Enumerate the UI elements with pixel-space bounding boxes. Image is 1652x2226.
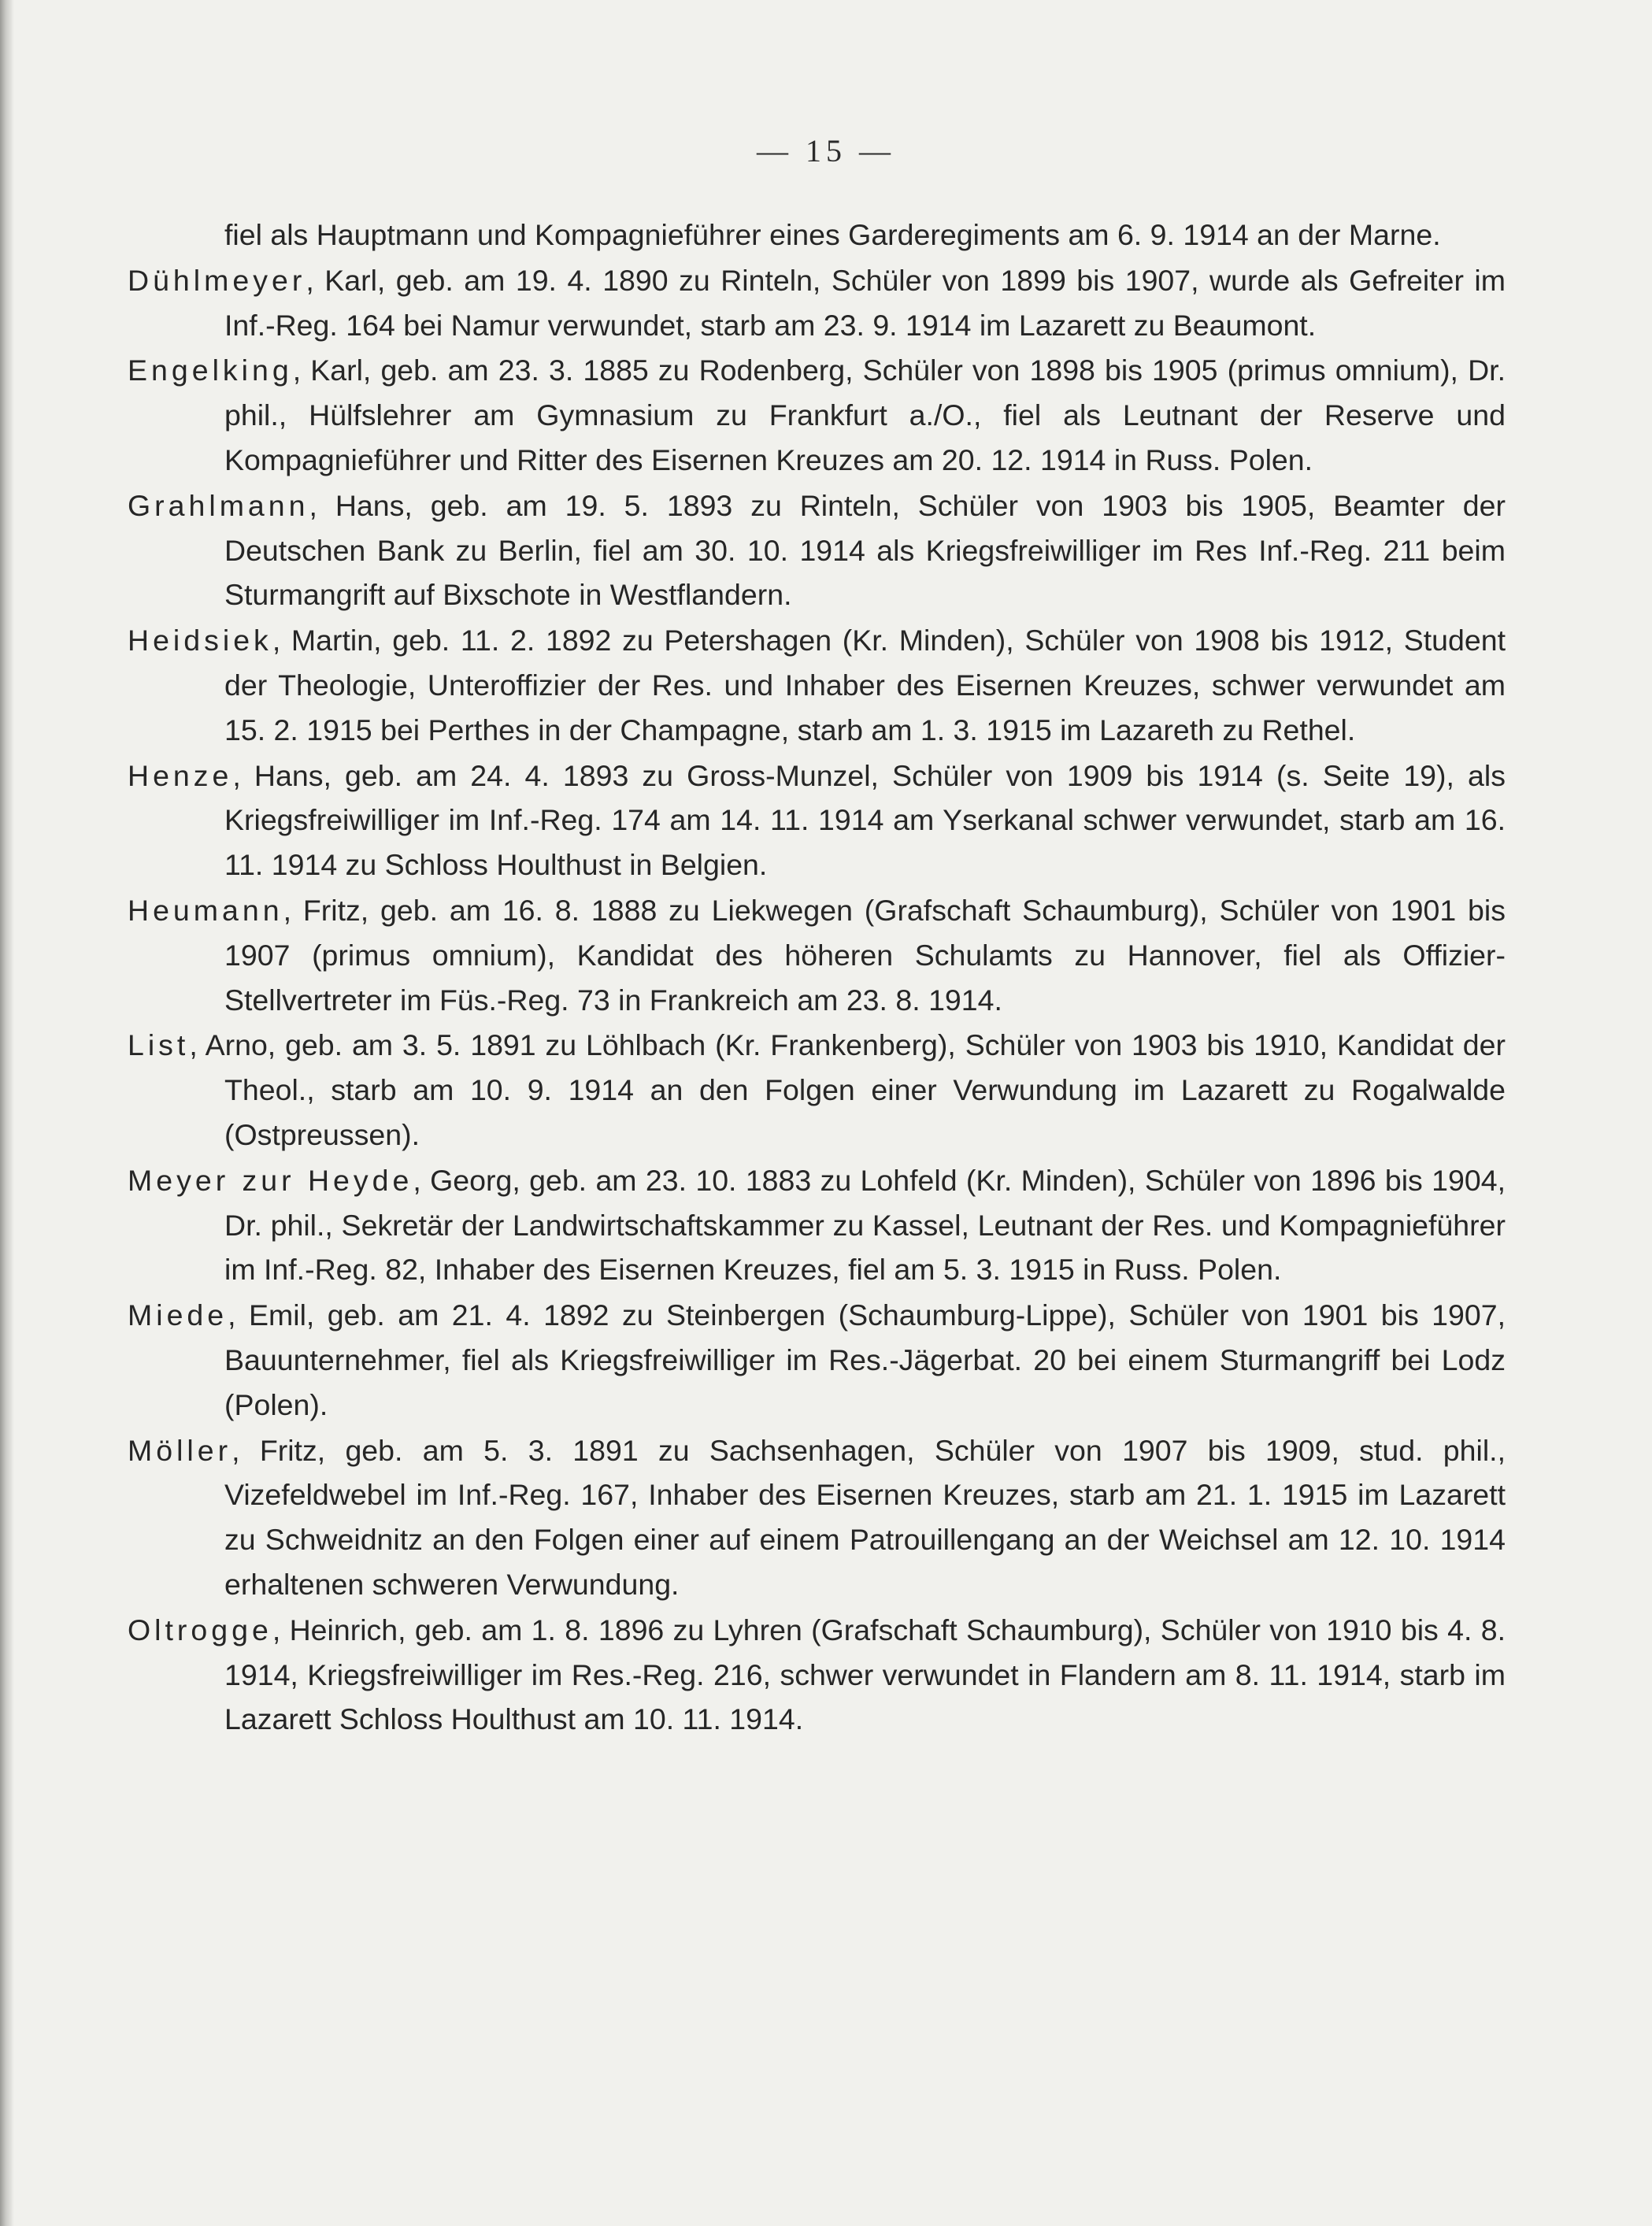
entry-surname: Möller xyxy=(128,1433,232,1467)
entry-text: , Arno, geb. am 3. 5. 1891 zu Löhlbach (Kr. Frankenberg), Schüler von 1903 bis 1910, Kandidat der Theol., starb am 10. 9. 1914 an den Folgen einer Verwundung im Lazarett zu Rogalwalde (Ostpreussen). xyxy=(189,1028,1506,1151)
entry-miede xyxy=(128,1293,1506,1427)
entry-oltrogge xyxy=(128,1608,1506,1742)
entry-grahlmann xyxy=(128,483,1506,617)
entry-text: , Karl, geb. am 19. 4. 1890 zu Rinteln, Schüler von 1899 bis 1907, wurde als Gefreiter im Inf.-Reg. 164 bei Namur verwundet, starb am 23. 9. 1914 im Lazarett zu Beaumont. xyxy=(224,263,1506,342)
entry-continuation xyxy=(128,213,1506,257)
entry-meyer-zur-heyde xyxy=(128,1158,1506,1292)
entry-surname: Dühlmeyer xyxy=(128,263,306,297)
entry-surname: Grahlmann xyxy=(128,488,309,522)
entry-heumann xyxy=(128,888,1506,1022)
entry-surname: Meyer zur Heyde xyxy=(128,1163,413,1197)
entry-surname: Henze xyxy=(128,758,233,792)
entry-heidsiek xyxy=(128,618,1506,752)
entry-surname: Heidsiek xyxy=(128,624,272,657)
entry-text: , Hans, geb. am 19. 5. 1893 zu Rinteln, Schüler von 1903 bis 1905, Beamter der Deutschen Bank zu Berlin, fiel am 30. 10. 1914 als Kriegsfreiwilliger im Res Inf.-Reg. 211 beim Sturmangrift auf Bixschote in Westflandern. xyxy=(224,488,1506,612)
entry-surname: Engelking xyxy=(128,354,293,387)
entry-list xyxy=(128,213,1506,1743)
entry-text: fiel als Hauptmann und Kompagnieführer eines Garderegiments am 6. 9. 1914 an der Marne. xyxy=(224,218,1441,251)
entry-text: , Martin, geb. 11. 2. 1892 zu Petershagen (Kr. Minden), Schüler von 1908 bis 1912, Student der Theologie, Unteroffizier der Res. und Inhaber des Eisernen Kreuzes, schwer verwundet am 15. 2. 1915 bei Perthes in der Champagne, starb am 1. 3. 1915 im Lazareth zu Rethel. xyxy=(224,624,1506,746)
binding-shadow xyxy=(0,0,14,2226)
entry-list xyxy=(128,1023,1506,1157)
page-number: — 15 — xyxy=(757,133,895,169)
entry-surname: Oltrogge xyxy=(128,1613,272,1646)
entry-surname: List xyxy=(128,1028,190,1062)
entry-henze xyxy=(128,754,1506,887)
entry-text: , Emil, geb. am 21. 4. 1892 zu Steinbergen (Schaumburg-Lippe), Schüler von 1901 bis 1907, Bauunternehmer, fiel als Kriegsfreiwilliger im Res.-Jägerbat. 20 bei einem Sturmangriff bei Lodz (Polen). xyxy=(224,1298,1506,1421)
entry-text: , Hans, geb. am 24. 4. 1893 zu Gross-Munzel, Schüler von 1909 bis 1914 (s. Seite 19), als Kriegsfreiwilliger im Inf.-Reg. 174 am 14. 11. 1914 am Yserkanal schwer verwundet, starb am 16. 11. 1914 zu Schloss Houlthust in Belgien. xyxy=(224,758,1506,882)
entry-surname: Heumann xyxy=(128,893,283,927)
entry-text: , Fritz, geb. am 5. 3. 1891 zu Sachsenhagen, Schüler von 1907 bis 1909, stud. phil., Vizefeldwebel im Inf.-Reg. 167, Inhaber des Eisernen Kreuzes, starb am 21. 1. 1915 im Lazarett zu Schweidnitz an den Folgen einer auf einem Patrouillengang an der Weichsel am 12. 10. 1914 erhaltenen schweren Verwundung. xyxy=(224,1433,1506,1601)
entry-text: , Heinrich, geb. am 1. 8. 1896 zu Lyhren (Grafschaft Schaumburg), Schüler von 1910 bis 4. 8. 1914, Kriegsfreiwilliger im Res.-Reg. 216, schwer verwundet in Flandern am 8. 11. 1914, starb im Lazarett Schloss Houlthust am 10. 11. 1914. xyxy=(224,1613,1506,1736)
entry-duehlmeyer xyxy=(128,258,1506,348)
entry-text: , Georg, geb. am 23. 10. 1883 zu Lohfeld (Kr. Minden), Schüler von 1896 bis 1904, Dr. phil., Sekretär der Landwirtschaftskammer zu Kassel, Leutnant der Res. und Kompagnieführer im Inf.-Reg. 82, Inhaber des Eisernen Kreuzes, fiel am 5. 3. 1915 in Russ. Polen. xyxy=(224,1163,1506,1287)
entry-moeller xyxy=(128,1428,1506,1607)
entry-surname: Miede xyxy=(128,1298,228,1332)
entry-text: , Karl, geb. am 23. 3. 1885 zu Rodenberg, Schüler von 1898 bis 1905 (primus omnium), Dr. phil., Hülfslehrer am Gymnasium zu Frankfurt a./O., fiel als Leutnant der Reserve und Kompagnieführer und Ritter des Eisernen Kreuzes am 20. 12. 1914 in Russ. Polen. xyxy=(224,354,1506,476)
entry-text: , Fritz, geb. am 16. 8. 1888 zu Liekwegen (Grafschaft Schaumburg), Schüler von 1901 bis 1907 (primus omnium), Kandidat des höheren Schulamts zu Hannover, fiel als Offizier-Stellvertreter im Füs.-Reg. 73 in Frankreich am 23. 8. 1914. xyxy=(224,893,1506,1017)
entry-engelking xyxy=(128,348,1506,482)
